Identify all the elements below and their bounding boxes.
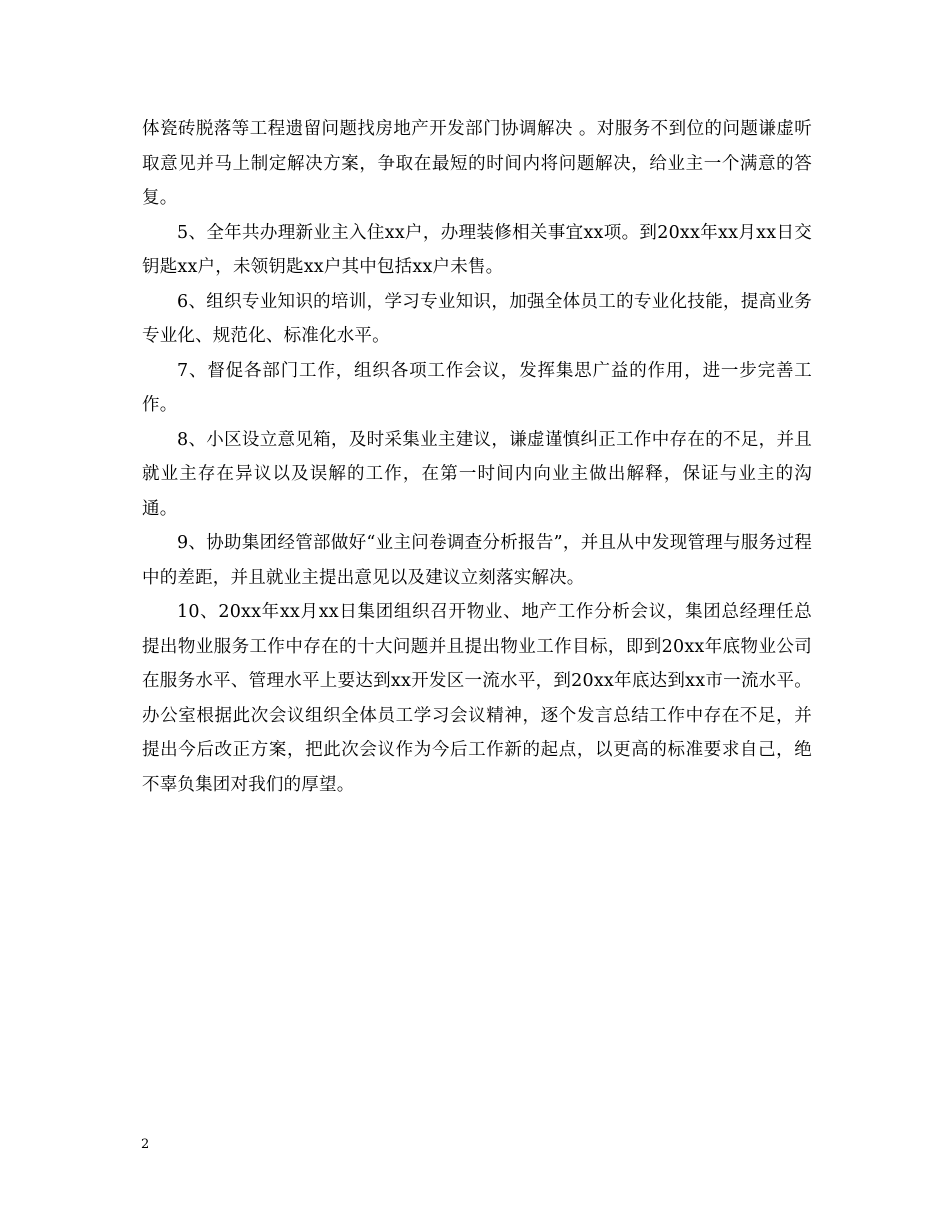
- paragraph: 7、督促各部门工作，组织各项工作会议，发挥集思广益的作用，进一步完善工作。: [142, 360, 812, 415]
- paragraph: 5、全年共办理新业主入住xx户，办理装修相关事宜xx项。到20xx年xx月xx日交钥匙xx户，未领钥匙xx户其中包括xx户未售。: [142, 222, 812, 277]
- paragraph: 9、协助集团经管部做好“业主问卷调查分析报告”，并且从中发现管理与服务过程中的差距，并且就业主提出意见以及建议立刻落实解决。: [142, 533, 812, 588]
- paragraph: 10、20xx年xx月xx日集团组织召开物业、地产工作分析会议，集团总经理任总提出物业服务工作中存在的十大问题并且提出物业工作目标，即到20xx年底物业公司在服务水平、管理水平上要达到xx开发区一流水平，到20xx年底达到xx市一流水平。办公室根据此次会议组织全体员工学习会议精神，逐个发言总结工作中存在不足，并提出今后改正方案，把此次会议作为今后工作新的起点，以更高的标准要求自己，绝不辜负集团对我们的厚望。: [142, 602, 812, 795]
- paragraph: 8、小区设立意见箱，及时采集业主建议，谦虚谨慎纠正工作中存在的不足，并且就业主存在异议以及误解的工作，在第一时间内向业主做出解释，保证与业主的沟通。: [142, 429, 812, 519]
- page-number: 2: [141, 1137, 150, 1152]
- document-body: [142, 112, 812, 802]
- paragraph: 6、组织专业知识的培训，学习专业知识，加强全体员工的专业化技能，提高业务专业化、规范化、标准化水平。: [142, 291, 812, 346]
- paragraph: 体瓷砖脱落等工程遗留问题找房地产开发部门协调解决 。对服务不到位的问题谦虚听取意见并马上制定解决方案，争取在最短的时间内将问题解决，给业主一个满意的答复。: [142, 119, 812, 208]
